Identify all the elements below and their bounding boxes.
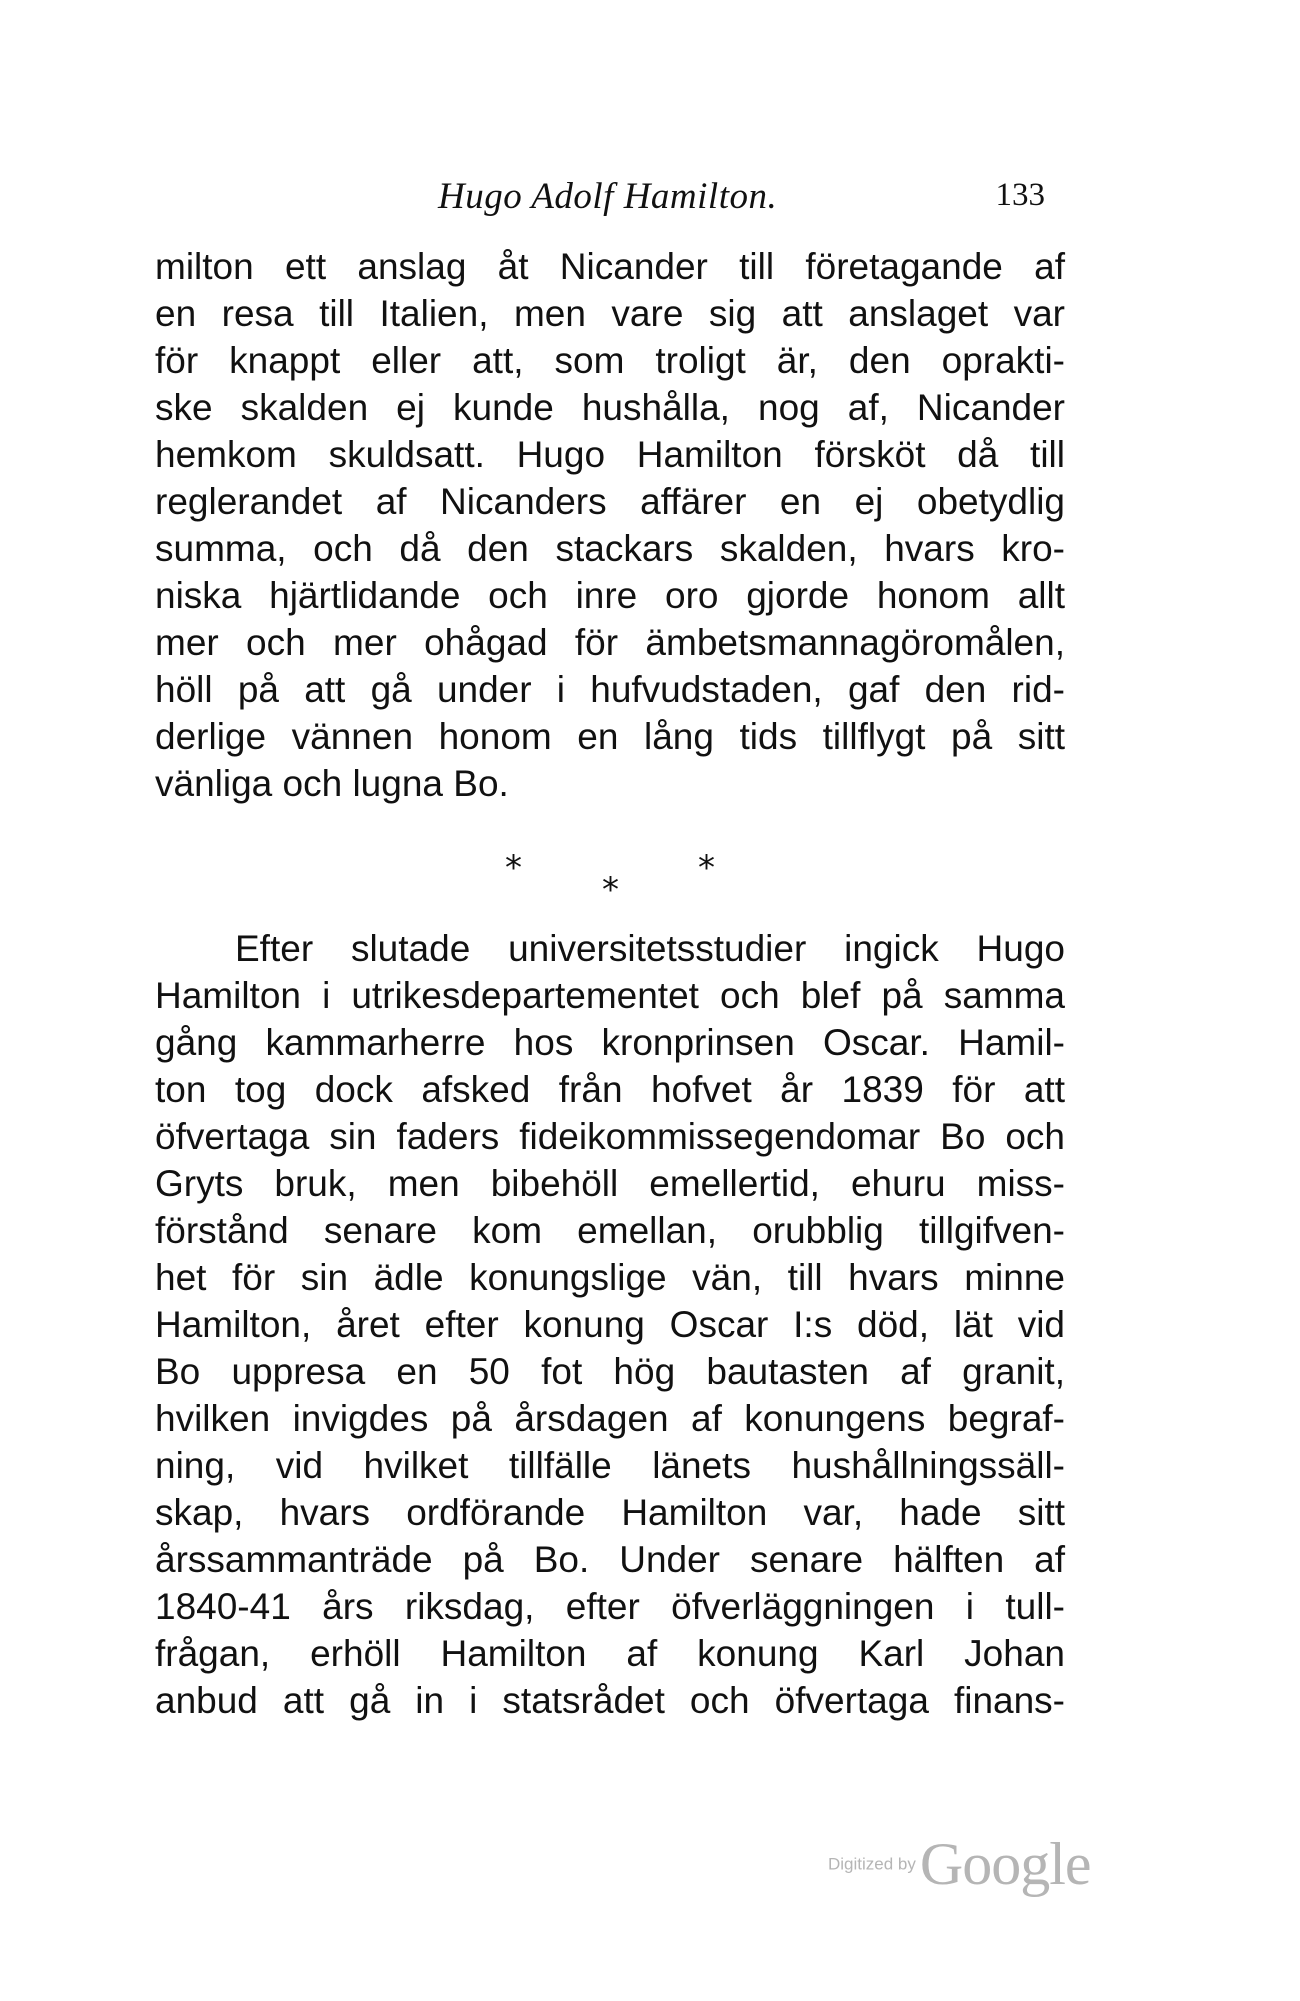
text-line: Hamilton, året efter konung Oscar I:s död, lät vid <box>155 1304 1065 1345</box>
text-line: summa, och då den stackars skalden, hvars kro- <box>155 528 1065 569</box>
google-logo: Google <box>919 1831 1091 1897</box>
text-line: öfvertaga sin faders fideikommissegendomar Bo och <box>155 1116 1065 1157</box>
text-line: mer och mer ohågad för ämbetsmannagöromålen, <box>155 622 1065 663</box>
text-line: 1840-41 års riksdag, efter öfverläggningen i tull- <box>155 1586 1065 1627</box>
text-line: gång kammarherre hos kronprinsen Oscar. Hamil- <box>155 1022 1065 1063</box>
asterisk: * <box>602 870 619 910</box>
text-line: höll på att gå under i hufvudstaden, gaf den rid- <box>155 669 1065 710</box>
text-line: Efter slutade universitetsstudier ingick Hugo <box>235 928 1065 969</box>
paragraph-2 <box>155 925 1065 1724</box>
text-line: förstånd senare kom emellan, orubblig tillgifven- <box>155 1210 1065 1251</box>
text-line: skap, hvars ordförande Hamilton var, hade sitt <box>155 1492 1065 1533</box>
text-line: ning, vid hvilket tillfälle länets hushållningssäll- <box>155 1445 1065 1486</box>
text-line: hemkom skuldsatt. Hugo Hamilton försköt då till <box>155 434 1065 475</box>
text-line: ton tog dock afsked från hofvet år 1839 för att <box>155 1069 1065 1110</box>
asterisk: * <box>698 848 715 888</box>
text-line: ske skalden ej kunde hushålla, nog af, Nicander <box>155 387 1065 428</box>
running-title: Hugo Adolf Hamilton. <box>438 176 778 217</box>
text-line: het för sin ädle konungslige vän, till hvars minne <box>155 1257 1065 1298</box>
watermark-prefix: Digitized by <box>828 1854 916 1874</box>
asterism-separator <box>490 848 730 908</box>
text-line: vänliga och lugna Bo. <box>155 763 509 804</box>
page-number: 133 <box>995 177 1045 213</box>
text-line: Hamilton i utrikesdepartementet och blef på samma <box>155 975 1065 1016</box>
paragraph-1 <box>155 243 1065 807</box>
text-line: derlige vännen honom en lång tids tillflygt på sitt <box>155 716 1065 757</box>
text-line: anbud att gå in i statsrådet och öfvertaga finans- <box>155 1680 1065 1721</box>
text-line: milton ett anslag åt Nicander till företagande af <box>155 246 1065 287</box>
text-line: Gryts bruk, men bibehöll emellertid, ehuru miss- <box>155 1163 1065 1204</box>
text-line: frågan, erhöll Hamilton af konung Karl Johan <box>155 1633 1065 1674</box>
text-line: niska hjärtlidande och inre oro gjorde honom allt <box>155 575 1065 616</box>
digitized-by-google-watermark <box>828 1830 1091 1899</box>
text-line: för knappt eller att, som troligt är, den oprakti- <box>155 340 1065 381</box>
text-line: hvilken invigdes på årsdagen af konungens begraf- <box>155 1398 1065 1439</box>
asterisk: * <box>505 848 522 888</box>
text-line: en resa till Italien, men vare sig att anslaget var <box>155 293 1065 334</box>
text-line: reglerandet af Nicanders affärer en ej obetydlig <box>155 481 1065 522</box>
text-line: årssammanträde på Bo. Under senare hälften af <box>155 1539 1065 1580</box>
text-line: Bo uppresa en 50 fot hög bautasten af granit, <box>155 1351 1065 1392</box>
running-head <box>155 175 1055 235</box>
